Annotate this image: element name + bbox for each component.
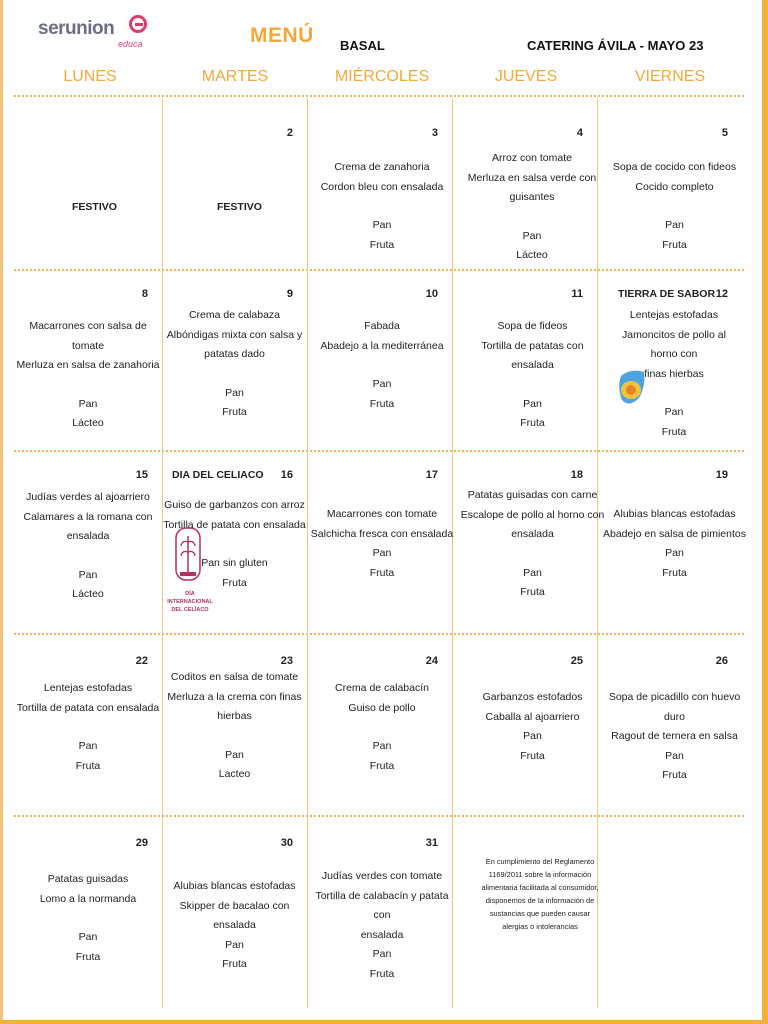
menu-line: Guiso de pollo (348, 701, 416, 714)
page-border-right (762, 0, 768, 1024)
day-cell (307, 453, 452, 633)
menu-line: Fruta (369, 759, 395, 772)
page-border-left (0, 0, 3, 1024)
menu-line: Pan (78, 397, 98, 410)
menu-line: Lácteo (516, 249, 548, 261)
menu-line: Fruta (75, 759, 101, 772)
menu-line: Lácteo (72, 417, 104, 429)
menu-line: Cordon bleu con ensalada (320, 180, 444, 193)
grid-line-header (14, 95, 744, 97)
day-cell (597, 636, 742, 815)
menu-type: BASAL (340, 38, 385, 53)
grid-line-row3 (14, 633, 744, 635)
menu-line: Fruta (520, 417, 545, 429)
day-number: 31 (425, 837, 438, 849)
menu-line: Arroz con tomate (492, 152, 572, 164)
day-header-martes: MARTES (201, 68, 269, 85)
menu-line: ensalada (66, 530, 110, 542)
menu-line: Tortilla de patata con ensalada (16, 701, 160, 714)
day-header-viernes: VIERNES (634, 68, 706, 85)
day-header-miercoles: MIÉRCOLES (334, 68, 430, 85)
menu-line: Sopa de fideos (497, 320, 568, 332)
day-cell (597, 453, 746, 633)
day-number: 8 (141, 288, 148, 300)
menu-line: Guiso de garbanzos con arroz (164, 499, 305, 511)
serunion-logo (38, 14, 148, 54)
celiac-day-badge (166, 526, 213, 613)
day-number: 3 (431, 127, 438, 139)
day-number: 30 (280, 837, 293, 849)
page-border-bottom (0, 1020, 768, 1024)
menu-line: Pan (523, 397, 542, 410)
menu-line: Pan (522, 229, 542, 242)
menu-line: Pan (523, 566, 542, 579)
menu-line: Macarrones con tomate (326, 508, 438, 520)
day-number: 18 (570, 469, 583, 481)
day-number: 22 (135, 655, 148, 667)
day-cell (14, 98, 162, 269)
menu-line: Fruta (222, 406, 247, 418)
day-number: 26 (715, 655, 728, 667)
day-number: 29 (135, 837, 148, 849)
grid-line-row1 (14, 269, 744, 271)
menu-line: Pan (665, 547, 684, 559)
day-cell (452, 453, 605, 633)
menu-line: Albóndigas mixta con salsa y (166, 328, 303, 341)
menu-line: Pan (372, 219, 392, 231)
logo-subtext: educa (118, 39, 143, 49)
wheat-icon (166, 526, 210, 586)
menu-line: Merluza en salsa de zanahoria (16, 359, 160, 371)
menu-line: Crema de zanahoria (334, 161, 430, 173)
menu-line: Fruta (222, 958, 247, 970)
menu-line: Pan (225, 938, 244, 951)
menu-line: hierbas (217, 710, 252, 722)
menu-line: Patatas guisadas con carne (467, 489, 598, 501)
day-cell (14, 818, 162, 1008)
menu-line: Fruta (222, 576, 247, 589)
menu-line: finas hierbas (644, 367, 704, 380)
day-number: 24 (425, 655, 438, 667)
celiac-badge-caption: DÍA INTERNACIONAL DEL CELÍACO (167, 591, 213, 613)
day-cell (452, 98, 597, 269)
grid-line-row2 (14, 450, 744, 452)
menu-line: guisantes (509, 191, 555, 203)
menu-line: patatas dado (204, 348, 265, 360)
menu-line: Pan (372, 740, 392, 752)
day-number: 25 (570, 655, 583, 667)
catering-title: CATERING ÁVILA - MAYO 23 (527, 38, 704, 53)
day-cell (307, 98, 452, 269)
menu-line: Fruta (661, 425, 687, 438)
menu-line: Pan (225, 748, 244, 761)
day-number: 19 (715, 469, 728, 481)
menu-line: Fruta (662, 566, 687, 579)
day-cell (162, 272, 307, 450)
menu-line: Pan (78, 740, 98, 752)
day-number: 11 (571, 288, 583, 300)
menu-line: Fruta (520, 749, 545, 762)
menu-line: ensalada (511, 528, 554, 540)
menu-line: Pan (78, 931, 98, 943)
menu-line: Abadejo en salsa de pimientos (602, 527, 746, 540)
menu-line: Fruta (520, 586, 545, 598)
day-cell (597, 98, 742, 269)
menu-line: Ragout de ternera en salsa (611, 730, 738, 742)
menu-line: Pan (225, 386, 244, 399)
festivo-label: FESTIVO (217, 201, 262, 213)
menu-line: Lacteo (218, 768, 251, 780)
menu-line: Caballa al ajoarriero (485, 710, 580, 723)
menu-line: Merluza en salsa verde con (467, 171, 597, 184)
day-cell (307, 636, 452, 815)
day-number: 17 (425, 469, 438, 481)
menu-line: Macarrones con salsa de tomate (29, 320, 147, 352)
allergen-legal-notice: En cumplimiento del Reglamento 1169/2011 sobre la información alimentaria facilitada al consumidor, disponemos de la información de sustancias que pueden causar alergias o intolerancias (481, 857, 599, 931)
menu-line: Pan (665, 219, 684, 231)
day-number: 16 (280, 469, 293, 481)
menu-line: Fruta (662, 769, 687, 781)
day-number: 10 (425, 288, 438, 300)
menu-line: Fruta (662, 238, 687, 251)
tierra-de-sabor-badge-icon (617, 368, 647, 408)
menu-line: Fabada (364, 320, 400, 332)
menu-line: Escalope de pollo al horno con (460, 508, 605, 521)
day-number: 15 (135, 469, 148, 481)
day-header-jueves: JUEVES (494, 68, 558, 85)
day-cell (597, 272, 742, 450)
menu-line: Pan sin gluten (201, 557, 268, 569)
menu-line: Tortilla de patata con ensalada (163, 518, 306, 531)
day-cell (14, 453, 162, 633)
menu-line: Crema de calabacín (335, 682, 429, 694)
day-number: 2 (286, 127, 293, 139)
menu-line: ensalada (360, 928, 404, 941)
menu-line: Sopa de cocido con fideos (612, 161, 737, 173)
menu-line: Cocido completo (635, 180, 714, 193)
menu-line: Salchicha fresca con ensalada (310, 527, 454, 540)
menu-line: Pan (78, 568, 98, 581)
menu-line: Skipper de bacalao con ensalada (179, 899, 290, 931)
day-cell (14, 272, 162, 450)
menu-line: Tortilla de calabacín y patata con (315, 889, 449, 921)
menu-line: Lomo a la normanda (39, 892, 137, 905)
menu-line: Lentejas estofadas (629, 309, 719, 321)
day-cell (162, 818, 307, 1008)
menu-line: Lácteo (72, 588, 104, 600)
day-cell (307, 818, 452, 1008)
day-cell (14, 636, 162, 815)
menu-title: MENÚ (250, 24, 314, 47)
menu-line: Pan (523, 730, 542, 742)
menu-line: Coditos en salsa de tomate (170, 671, 299, 683)
festivo-label: FESTIVO (72, 201, 117, 213)
day-cell (452, 272, 597, 450)
menu-line: Merluza a la crema con finas (167, 690, 302, 703)
day-number: 12 (715, 288, 728, 300)
menu-line: Jamoncitos de pollo al horno con (622, 328, 726, 360)
menu-line: Pan (665, 749, 684, 762)
menu-line: Fruta (369, 238, 395, 251)
special-day-tag: DIA DEL CELIACO (172, 469, 264, 481)
menu-line: Pan (664, 406, 684, 418)
day-number: 9 (286, 288, 293, 300)
menu-line: Abadejo a la mediterránea (320, 339, 444, 352)
menu-line: Crema de calabaza (188, 309, 281, 321)
menu-line: Lentejas estofadas (43, 682, 133, 694)
menu-line: Tortilla de patatas con ensalada (481, 339, 584, 371)
special-day-tag: TIERRA DE SABOR (618, 288, 716, 300)
menu-line: Pan (372, 378, 392, 390)
menu-line: Fruta (369, 397, 395, 410)
day-number: 4 (576, 127, 583, 139)
menu-line: Garbanzos estofados (482, 691, 583, 703)
menu-line: Judías verdes con tomate (321, 870, 443, 882)
menu-line: Fruta (75, 950, 101, 963)
menu-line: Pan (372, 948, 392, 960)
menu-line: Alubias blancas estofadas (173, 880, 296, 892)
menu-line: Fruta (369, 967, 395, 980)
logo-mark-icon (129, 15, 147, 33)
day-number: 5 (721, 127, 728, 139)
menu-line: Patatas guisadas (47, 873, 129, 885)
day-cell (162, 636, 307, 815)
day-number: 23 (280, 655, 293, 667)
menu-line: Calamares a la romana con (23, 510, 153, 523)
logo-text: serunion (38, 18, 115, 39)
menu-line: Fruta (369, 566, 395, 579)
menu-line: Alubias blancas estofadas (613, 508, 736, 520)
day-cell (307, 272, 452, 450)
menu-line: Pan (372, 547, 392, 559)
menu-line: Judías verdes al ajoarriero (26, 491, 150, 503)
menu-line: Sopa de picadillo con huevo duro (608, 691, 741, 723)
day-header-lunes: LUNES (63, 68, 117, 85)
day-cell (452, 636, 597, 815)
day-cell (162, 98, 307, 269)
grid-line-row4 (14, 815, 744, 817)
